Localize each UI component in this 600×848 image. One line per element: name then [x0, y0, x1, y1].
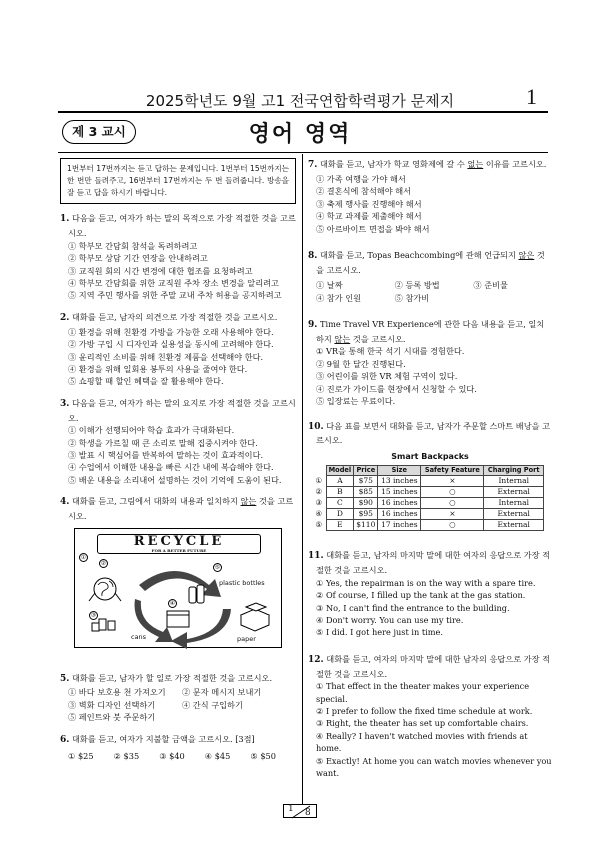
- cell-safety: ○: [421, 486, 484, 497]
- question-stem: 대화를 듣고, 여자의 마지막 말에 대한 남자의 응답으로 가장 적절한 것을 고르시오.: [316, 653, 551, 679]
- question-stem: 대화를 듣고, 남자가 할 일로 가장 적절한 것을 고르시오.: [72, 672, 273, 683]
- question-stem: 다음을 듣고, 여자가 하는 말의 목적으로 가장 적절한 것을 고르시오.: [68, 213, 296, 239]
- question-11: [308, 549, 552, 638]
- banner-text: RECYCLE: [133, 533, 225, 549]
- option[interactable]: ① 환경을 위해 친환경 가방을 가능한 오래 사용해야 한다.: [68, 326, 274, 337]
- option[interactable]: ⑤ $50: [250, 751, 276, 762]
- question-stem: Time Travel VR Experience에 관한 다음 내용을 듣고, 일치하지: [316, 319, 545, 344]
- option[interactable]: ② 문자 메시지 보내기: [182, 687, 262, 698]
- earth-character: [94, 578, 116, 600]
- question-7: [308, 158, 552, 235]
- recycle-drawing: [75, 529, 283, 649]
- option[interactable]: ② 학부모 상담 기간 연장을 안내하려고: [68, 253, 208, 264]
- option[interactable]: ④ 학부모 간담회를 위한 교직원 주차 장소 변경을 알리려고: [68, 277, 279, 288]
- option[interactable]: ① 이해가 선행되어야 학습 효과가 극대화된다.: [68, 425, 235, 436]
- question-number: 7.: [308, 160, 318, 170]
- option[interactable]: ④ Really? I haven't watched movies with friends at home.: [316, 730, 528, 754]
- question-5: [60, 672, 296, 724]
- option[interactable]: ④ 진로가 가이드를 현장에서 신청할 수 있다.: [316, 383, 477, 394]
- cell-price: $85: [354, 486, 378, 497]
- can: [99, 619, 106, 630]
- underlined-word: 않는: [334, 333, 351, 344]
- label-cans: cans: [131, 632, 147, 641]
- option[interactable]: ④ 간식 구입하기: [182, 699, 243, 710]
- backpack-table: [312, 465, 544, 532]
- option[interactable]: ① 바다 보호용 천 가져오기: [68, 687, 166, 698]
- cell-price: $90: [354, 498, 378, 509]
- question-stem: 대화를 듣고, Topas Beachcombing에 관해 언급되지: [320, 250, 519, 261]
- option[interactable]: ④ 환경을 위해 일회용 봉투의 사용을 줄여야 한다.: [68, 363, 248, 374]
- session-label: 제 3 교시: [62, 120, 136, 144]
- option[interactable]: ⑤ I did. I got here just in time.: [316, 627, 443, 638]
- exam-title: 2025학년도 9월 고1 전국연합학력평가 문제지: [145, 92, 455, 110]
- right-column: [308, 158, 552, 789]
- listening-notice: 1번부터 17번까지는 듣고 답하는 문제입니다. 1번부터 15번까지는 한 번만 들려주고, 16번부터 17번까지는 두 번 들려줍니다. 방송을 잘 듣고 답을 하시기 바랍니다.: [60, 158, 296, 204]
- option[interactable]: ③ 준비물: [473, 280, 508, 291]
- row-choice: ③: [312, 498, 326, 509]
- recycle-illustration: [74, 528, 282, 648]
- option[interactable]: ③ 벽화 디자인 선택하기: [68, 699, 156, 710]
- question-stem: 대화를 듣고, 남자의 마지막 말에 대한 여자의 응답으로 가장 적절한 것을 고르시오.: [316, 550, 551, 576]
- option[interactable]: ⑤ 쇼핑할 때 할인 혜택을 잘 활용해야 한다.: [68, 376, 224, 387]
- question-stem-end: 것을 고르시오.: [68, 496, 294, 522]
- header-rule: [58, 111, 548, 113]
- question-stem: 다음 표를 보면서 대화를 듣고, 남자가 주문할 스마트 배낭을 고르시오.: [316, 420, 551, 446]
- column-header: Price: [354, 465, 378, 475]
- cell-size: 16 inches: [378, 498, 421, 509]
- recycle-box: [167, 611, 189, 627]
- option[interactable]: ③ 윤리적인 소비를 위해 친환경 제품을 선택해야 한다.: [68, 351, 264, 362]
- cell-size: 16 inches: [378, 509, 421, 520]
- row-choice: ②: [312, 486, 326, 497]
- can: [108, 621, 115, 630]
- question-10: [308, 420, 552, 532]
- total-pages: 8: [305, 808, 311, 818]
- cell-model: D: [326, 509, 354, 520]
- cell-model: A: [326, 475, 354, 486]
- cell-price: $110: [354, 520, 378, 531]
- question-number: 9.: [308, 320, 318, 331]
- cell-size: 13 inches: [378, 475, 421, 486]
- option[interactable]: ③ Right, the theater has set up comfortable chairs.: [316, 718, 529, 729]
- option[interactable]: ⑤ 입장료는 무료이다.: [316, 396, 396, 407]
- option[interactable]: ① Yes, the repairman is on the way with a spare tire.: [316, 577, 536, 588]
- question-number: 4.: [60, 497, 70, 508]
- page-counter: [283, 804, 317, 818]
- option[interactable]: ② $35: [113, 751, 140, 762]
- label-plastic-bottles: plastic bottles: [219, 578, 265, 587]
- option[interactable]: ① 날짜: [316, 280, 343, 291]
- cell-price: $75: [354, 475, 378, 486]
- cell-price: $95: [354, 509, 378, 520]
- option[interactable]: ⑤ Exactly! At home you can watch movies whenever you want.: [316, 755, 552, 779]
- plastic-bottle: [197, 585, 204, 603]
- question-stem: 대화를 듣고, 남자의 의견으로 가장 적절한 것을 고르시오.: [72, 311, 278, 322]
- table-row[interactable]: [312, 509, 544, 520]
- cell-safety: ○: [421, 520, 484, 531]
- question-9: [308, 318, 552, 407]
- table-row[interactable]: [312, 498, 544, 509]
- cell-port: External: [484, 520, 544, 531]
- underlined-word: 않은: [518, 250, 535, 261]
- banner-subtext: FOR A BETTER FUTURE: [151, 547, 207, 553]
- question-number: 11.: [308, 551, 324, 562]
- question-stem-end: 것을 고르시오.: [316, 250, 545, 275]
- option[interactable]: ② 가방 구입 시 디자인과 실용성을 동시에 고려해야 한다.: [68, 339, 274, 350]
- option[interactable]: ⑤ 배운 내용을 소리내어 설명하는 것이 기억에 도움이 된다.: [68, 474, 282, 485]
- question-8: [308, 249, 552, 304]
- question-stem-end: 것을 고르시오.: [350, 333, 406, 344]
- column-header: Safety Feature: [421, 465, 484, 475]
- table-row[interactable]: [312, 520, 544, 531]
- option[interactable]: ③ $40: [159, 751, 185, 762]
- option[interactable]: ④ Don't worry. You can use my tire.: [316, 614, 464, 625]
- question-1: [60, 212, 296, 301]
- question-12: [308, 653, 552, 780]
- question-number: 2.: [60, 312, 70, 323]
- question-number: 12.: [308, 654, 324, 665]
- option[interactable]: ① That effect in the theater makes your experience special.: [316, 681, 530, 704]
- cell-size: 15 inches: [378, 486, 421, 497]
- option[interactable]: ① VR을 통해 한국 석기 시대를 경험한다.: [316, 346, 465, 357]
- column-header: Charging Port: [484, 465, 544, 475]
- option[interactable]: ③ No, I can't find the entrance to the building.: [316, 602, 510, 613]
- question-6: [60, 733, 296, 763]
- underlined-word: 없는: [467, 159, 484, 169]
- marker-4: ④: [169, 599, 176, 607]
- option[interactable]: ③ 교직원 회의 시간 변경에 대한 협조를 요청하려고: [68, 265, 253, 276]
- cell-model: E: [326, 520, 354, 531]
- question-number: 10.: [308, 421, 324, 432]
- question-stem-end: 이유를 고르시오.: [483, 159, 547, 169]
- question-stem: 대화를 듣고, 여자가 지불할 금액을 고르시오. [3점]: [72, 733, 255, 744]
- subject-rule: [58, 152, 548, 153]
- cell-port: Internal: [484, 475, 544, 486]
- underlined-word: 않는: [240, 496, 257, 507]
- option[interactable]: ⑤ 지역 주민 행사를 위한 주말 교내 주차 허용을 공지하려고: [68, 290, 282, 301]
- column-header: Size: [378, 465, 421, 475]
- option[interactable]: ③ 어린이를 위한 VR 체험 구역이 있다.: [316, 371, 458, 382]
- cell-port: Internal: [484, 498, 544, 509]
- option[interactable]: ② 등록 방법: [394, 280, 440, 291]
- question-3: [60, 397, 296, 486]
- question-number: 3.: [60, 398, 70, 409]
- option[interactable]: ② Of course, I filled up the tank at the gas station.: [316, 590, 526, 601]
- cell-model: C: [326, 498, 354, 509]
- option[interactable]: ⑤ 참가비: [394, 292, 430, 303]
- row-choice: ①: [312, 475, 326, 486]
- can: [92, 623, 99, 631]
- marker-2: ②: [100, 559, 107, 567]
- row-choice: ⑤: [312, 520, 326, 531]
- option[interactable]: ③ 축제 행사를 진행해야 해서: [316, 198, 422, 209]
- option[interactable]: ④ 학교 과제를 제출해야 해서: [316, 211, 422, 222]
- column-divider: [302, 154, 303, 804]
- option[interactable]: ① 가족 여행을 가야 해서: [316, 173, 406, 184]
- cell-port: External: [484, 509, 544, 520]
- current-page: 1: [288, 804, 294, 814]
- question-2: [60, 311, 296, 388]
- question-stem: 다음을 듣고, 여자가 하는 말의 요지로 가장 적절한 것을 고르시오.: [68, 397, 296, 423]
- left-column: [60, 158, 296, 772]
- option[interactable]: ④ 참가 인원: [316, 292, 362, 303]
- cell-safety: ○: [421, 498, 484, 509]
- option[interactable]: ② 결혼식에 참석해야 해서: [316, 186, 412, 197]
- cell-model: B: [326, 486, 354, 497]
- option[interactable]: ⑤ 아르바이트 면접을 봐야 해서: [316, 223, 430, 234]
- label-paper: paper: [237, 634, 256, 643]
- marker-3: ③: [90, 611, 97, 619]
- recycle-arrow-top: [139, 571, 221, 597]
- option[interactable]: ② I prefer to follow the fixed time schedule at work.: [316, 705, 533, 716]
- question-number: 1.: [60, 214, 70, 225]
- question-number: 5.: [60, 673, 70, 684]
- cell-safety: ×: [421, 509, 484, 520]
- option[interactable]: ④ $45: [204, 751, 231, 762]
- question-4: [60, 495, 296, 647]
- option[interactable]: ① 학부모 간담회 참석을 독려하려고: [68, 240, 198, 251]
- row-choice: ④: [312, 509, 326, 520]
- question-number: 6.: [60, 734, 70, 745]
- marker-5: ⑤: [214, 563, 221, 571]
- question-stem: 대화를 듣고, 그림에서 대화의 내용과 일치하지: [72, 496, 241, 507]
- subject-title: 영어 영역: [248, 122, 352, 147]
- marker-1: ①: [80, 553, 87, 561]
- option[interactable]: ③ 발표 시 핵심어를 반복하여 말하는 것이 효과적이다.: [68, 450, 264, 460]
- table-title: Smart Backpacks: [391, 451, 469, 461]
- plastic-bottle: [189, 587, 196, 603]
- option[interactable]: ① $25: [68, 751, 94, 762]
- option[interactable]: ② 9월 한 달간 진행된다.: [316, 358, 406, 369]
- table-row[interactable]: [312, 486, 544, 497]
- question-number: 8.: [308, 251, 318, 262]
- cell-size: 17 inches: [378, 520, 421, 531]
- option[interactable]: ⑤ 페인트와 붓 주문하기: [68, 712, 156, 723]
- table-header-row: [312, 465, 544, 475]
- option[interactable]: ④ 수업에서 이해한 내용을 빠른 시간 내에 복습해야 한다.: [68, 462, 274, 473]
- cell-port: External: [484, 486, 544, 497]
- table-row[interactable]: [312, 475, 544, 486]
- question-stem: 대화를 듣고, 남자가 학교 영화제에 갈 수: [320, 159, 468, 169]
- column-header: Model: [326, 465, 354, 475]
- page-number: 1: [526, 84, 537, 109]
- option[interactable]: ② 학생을 가르칠 때 큰 소리로 말해 집중시켜야 한다.: [68, 437, 258, 448]
- cell-safety: ×: [421, 475, 484, 486]
